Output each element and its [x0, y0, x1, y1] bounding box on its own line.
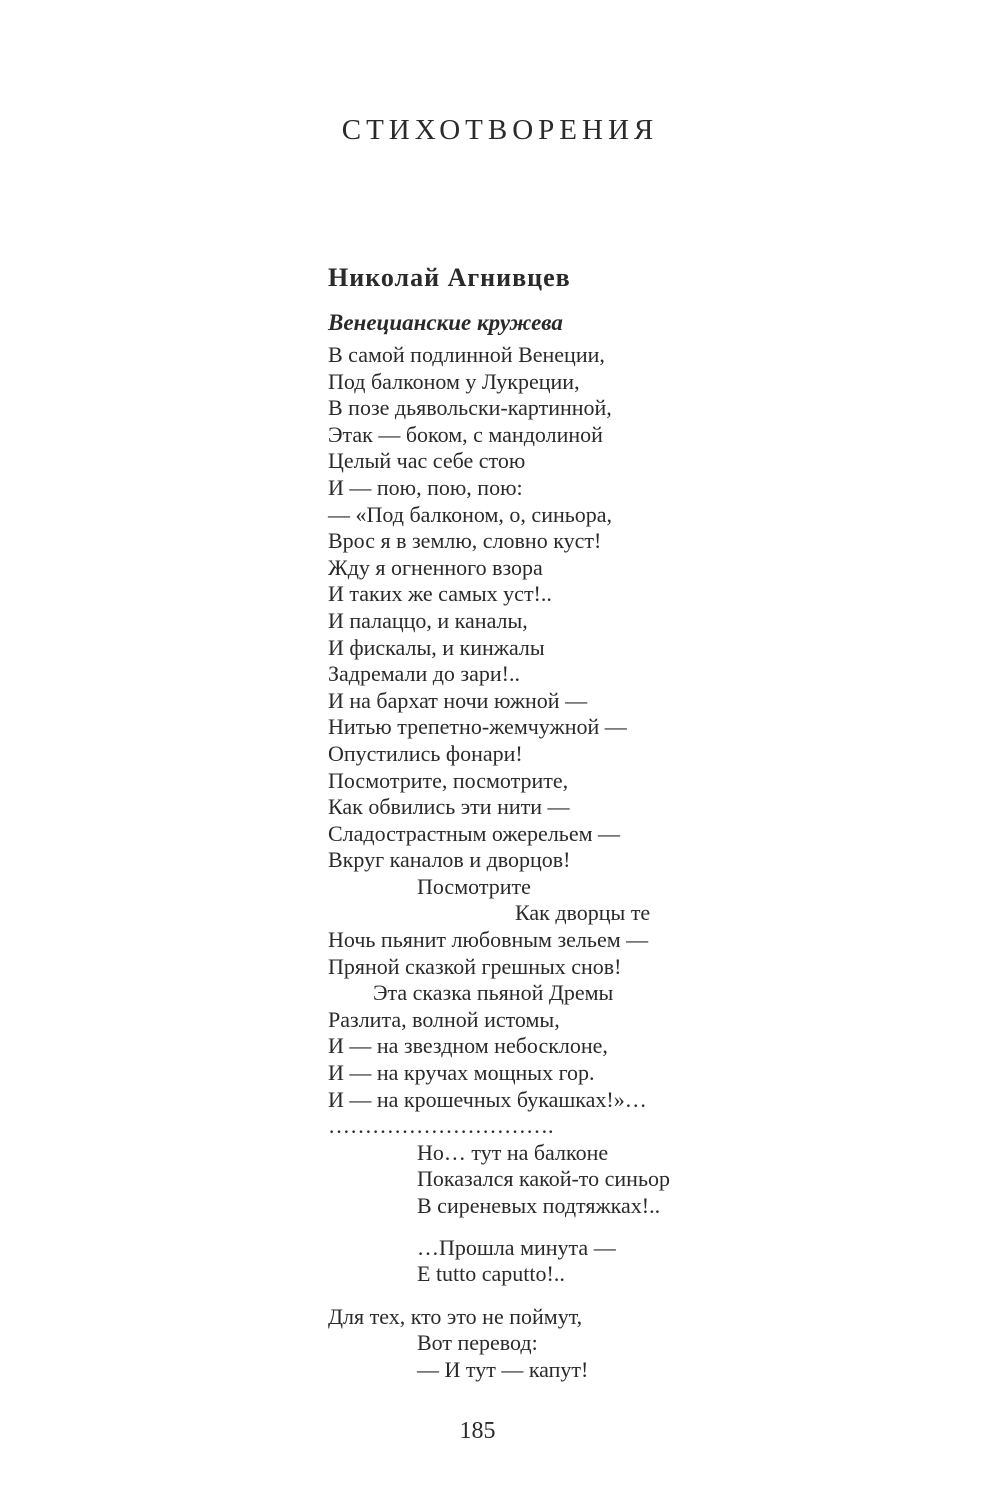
poem-line: Вот перевод:	[417, 1330, 538, 1356]
poem-line: И на бархат ночи южной —	[328, 687, 588, 713]
poem-line: Для тех, кто это не поймут,	[328, 1303, 583, 1329]
poem-line: И — пою, пою, пою:	[328, 474, 523, 500]
poem-line: И — на звездном небосклоне,	[328, 1033, 608, 1059]
poem-line: Ночь пьянит любовным зельем —	[328, 927, 649, 953]
poem-line: ………………………….	[328, 1113, 554, 1139]
poem-line: Эта сказка пьяной Дремы	[373, 980, 614, 1006]
poem-line: В самой подлинной Венеции,	[328, 342, 605, 367]
poem-line: Пряной сказкой грешных снов!	[328, 953, 622, 979]
poem-line: — И тут — капут!	[417, 1356, 589, 1382]
poem-line: E tutto caputto!..	[417, 1261, 565, 1287]
section-title: СТИХОТВОРЕНИЯ	[341, 114, 659, 146]
poem-line: Жду я огненного взора	[328, 554, 543, 580]
poem-body	[328, 342, 888, 1384]
poem-line: Посмотрите, посмотрите,	[328, 767, 569, 793]
author-name: Николай Агнивцев	[328, 263, 571, 292]
poem-line: Но… тут на балконе	[417, 1139, 609, 1165]
poem-line: И — на крошечных букашках!»…	[328, 1086, 647, 1112]
poem-line: В позе дьявольски-картинной,	[328, 395, 612, 421]
poem-line: Целый час себе стою	[328, 448, 526, 474]
poem-line: И палаццо, и каналы,	[328, 607, 528, 633]
poem-line: И — на кручах мощных гор.	[328, 1060, 595, 1086]
poem-title: Венецианские кружева	[328, 310, 563, 335]
poem-line: В сиреневых подтяжках!..	[417, 1193, 661, 1218]
poem-line: Разлита, волной истомы,	[328, 1006, 560, 1032]
poem-line: Вкруг каналов и дворцов!	[328, 847, 571, 873]
poem-line: Опустились фонари!	[328, 740, 523, 766]
poem-line: Сладострастным ожерельем —	[328, 820, 621, 846]
poem-line: Показался какой-то синьор	[417, 1166, 670, 1192]
page-number: 185	[459, 1418, 496, 1444]
poem-line: И таких же самых уст!..	[328, 581, 552, 607]
poem-line: Под балконом у Лукреции,	[328, 368, 580, 394]
poem-line: Задремали до зари!..	[328, 661, 520, 687]
poem-line: Посмотрите	[417, 873, 531, 899]
poem-line: Этак — боком, с мандолиной	[328, 421, 603, 447]
poem-line: Как обвились эти нити —	[328, 794, 570, 820]
poem-line: И фискалы, и кинжалы	[328, 634, 545, 660]
poem-line: Врос я в землю, словно куст!	[328, 528, 602, 554]
poem-line: Нитью трепетно-жемчужной —	[328, 714, 627, 740]
poem-line: …Прошла минута —	[417, 1234, 616, 1260]
poem-line: Как дворцы те	[515, 900, 651, 926]
poem-line: — «Под балконом, о, синьора,	[328, 501, 613, 527]
